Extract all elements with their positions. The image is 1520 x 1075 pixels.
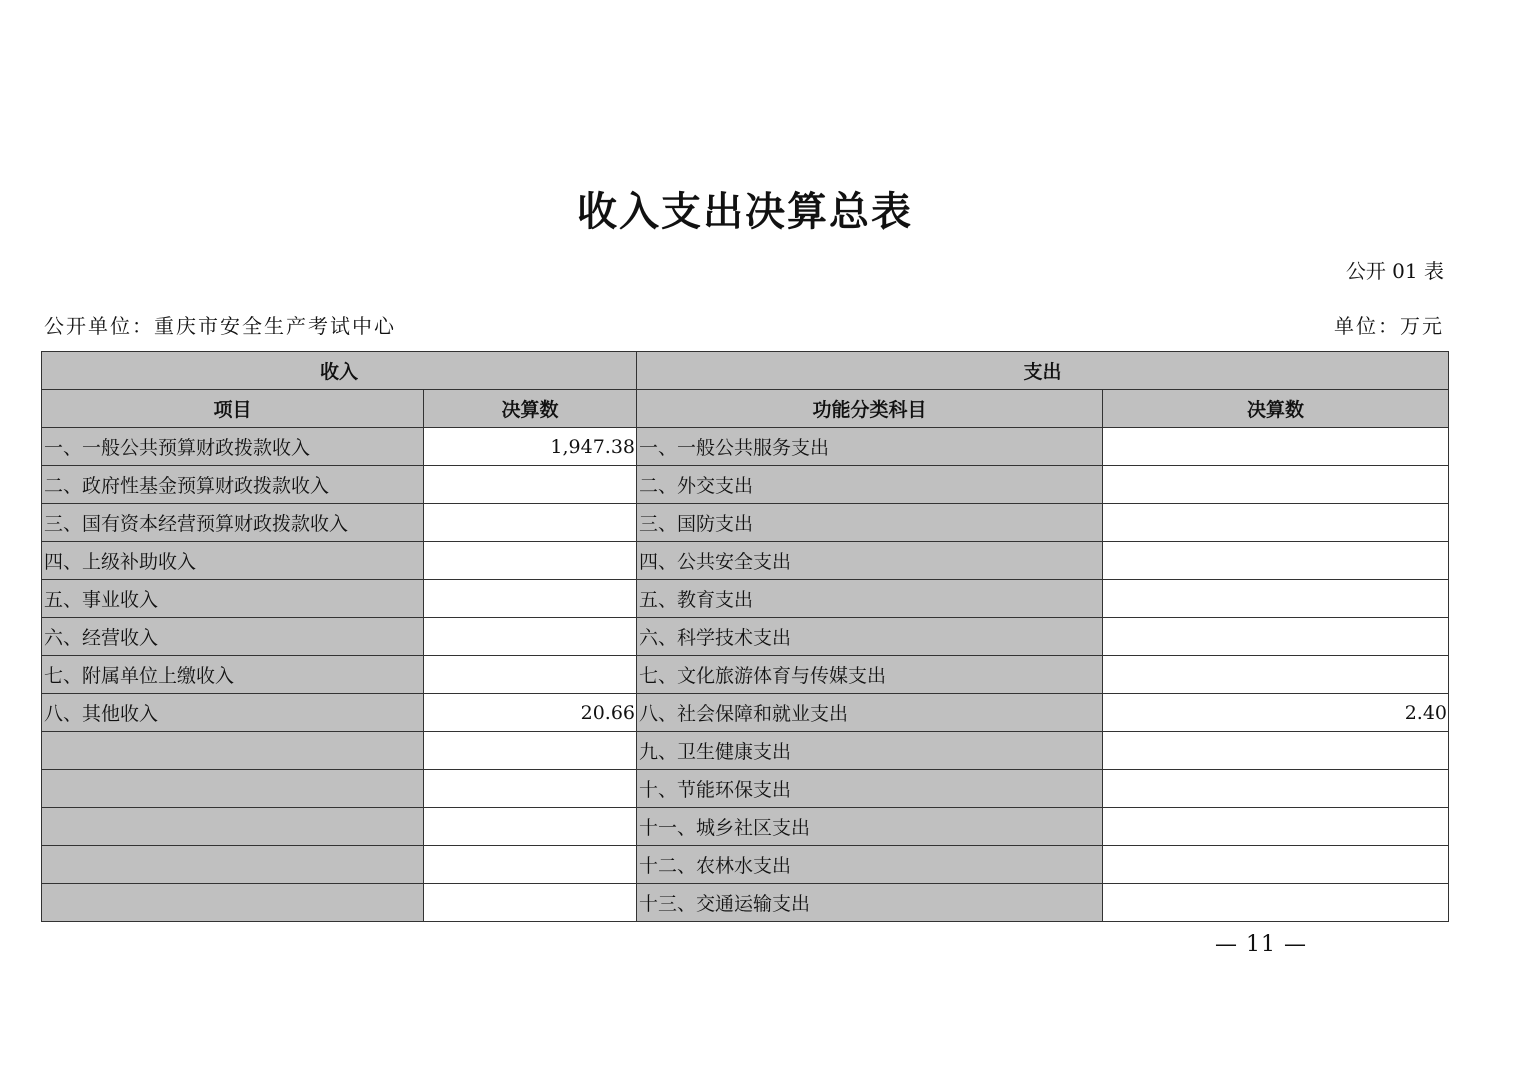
income-item-cell: 二、政府性基金预算财政拨款收入: [42, 466, 424, 504]
column-header-function: 功能分类科目: [637, 390, 1103, 428]
expense-item-cell: 十二、农林水支出: [637, 846, 1103, 884]
expense-item-cell: 六、科学技术支出: [637, 618, 1103, 656]
budget-table-body: [42, 352, 1449, 922]
expense-item-cell: 七、文化旅游体育与传媒支出: [637, 656, 1103, 694]
income-item-cell: 六、经营收入: [42, 618, 424, 656]
income-item-cell: 三、国有资本经营预算财政拨款收入: [42, 504, 424, 542]
income-amount-cell: [424, 580, 637, 618]
table-row: [42, 504, 1449, 542]
income-item-cell: [42, 808, 424, 846]
expense-item-cell: 五、教育支出: [637, 580, 1103, 618]
income-amount-cell: 1,947.38: [424, 428, 637, 466]
expense-amount-cell: [1103, 770, 1449, 808]
table-row: [42, 428, 1449, 466]
table-row: [42, 542, 1449, 580]
income-amount-cell: [424, 770, 637, 808]
expense-amount-cell: [1103, 466, 1449, 504]
currency-unit: 单位：万元: [1334, 314, 1444, 338]
income-amount-cell: 20.66: [424, 694, 637, 732]
income-amount-cell: [424, 656, 637, 694]
table-group-header-row: [42, 352, 1449, 390]
income-item-cell: [42, 770, 424, 808]
table-row: [42, 732, 1449, 770]
income-item-cell: 五、事业收入: [42, 580, 424, 618]
income-amount-cell: [424, 618, 637, 656]
income-item-cell: 一、一般公共预算财政拨款收入: [42, 428, 424, 466]
expense-amount-cell: [1103, 732, 1449, 770]
column-header-expense-amount: 决算数: [1103, 390, 1449, 428]
income-amount-cell: [424, 542, 637, 580]
form-number: 公开 01 表: [1345, 259, 1444, 283]
expense-amount-cell: [1103, 656, 1449, 694]
publishing-unit: 公开单位：重庆市安全生产考试中心: [44, 314, 396, 338]
column-header-income-amount: 决算数: [424, 390, 637, 428]
income-item-cell: [42, 884, 424, 922]
table-row: [42, 618, 1449, 656]
income-amount-cell: [424, 732, 637, 770]
income-header: 收入: [42, 352, 637, 390]
income-item-cell: [42, 846, 424, 884]
income-item-cell: 八、其他收入: [42, 694, 424, 732]
income-amount-cell: [424, 808, 637, 846]
page-number: — 11 —: [1215, 932, 1307, 957]
table-column-header-row: [42, 390, 1449, 428]
expense-amount-cell: 2.40: [1103, 694, 1449, 732]
expense-item-cell: 一、一般公共服务支出: [637, 428, 1103, 466]
expense-header: 支出: [637, 352, 1449, 390]
expense-amount-cell: [1103, 808, 1449, 846]
expense-item-cell: 三、国防支出: [637, 504, 1103, 542]
table-row: [42, 580, 1449, 618]
income-item-cell: [42, 732, 424, 770]
expense-item-cell: 八、社会保障和就业支出: [637, 694, 1103, 732]
table-row: [42, 884, 1449, 922]
expense-item-cell: 十一、城乡社区支出: [637, 808, 1103, 846]
income-amount-cell: [424, 466, 637, 504]
expense-amount-cell: [1103, 504, 1449, 542]
expense-amount-cell: [1103, 618, 1449, 656]
expense-amount-cell: [1103, 428, 1449, 466]
table-row: [42, 846, 1449, 884]
expense-item-cell: 九、卫生健康支出: [637, 732, 1103, 770]
table-row: [42, 694, 1449, 732]
expense-item-cell: 十、节能环保支出: [637, 770, 1103, 808]
table-row: [42, 770, 1449, 808]
table-row: [42, 466, 1449, 504]
page-title: 收入支出决算总表: [577, 188, 913, 235]
expense-amount-cell: [1103, 542, 1449, 580]
income-amount-cell: [424, 846, 637, 884]
income-amount-cell: [424, 504, 637, 542]
expense-item-cell: 十三、交通运输支出: [637, 884, 1103, 922]
expense-amount-cell: [1103, 884, 1449, 922]
expense-amount-cell: [1103, 846, 1449, 884]
expense-item-cell: 二、外交支出: [637, 466, 1103, 504]
table-row: [42, 656, 1449, 694]
table-row: [42, 808, 1449, 846]
income-item-cell: 四、上级补助收入: [42, 542, 424, 580]
column-header-item: 项目: [42, 390, 424, 428]
expense-item-cell: 四、公共安全支出: [637, 542, 1103, 580]
income-item-cell: 七、附属单位上缴收入: [42, 656, 424, 694]
expense-amount-cell: [1103, 580, 1449, 618]
budget-table: [41, 351, 1449, 922]
income-amount-cell: [424, 884, 637, 922]
